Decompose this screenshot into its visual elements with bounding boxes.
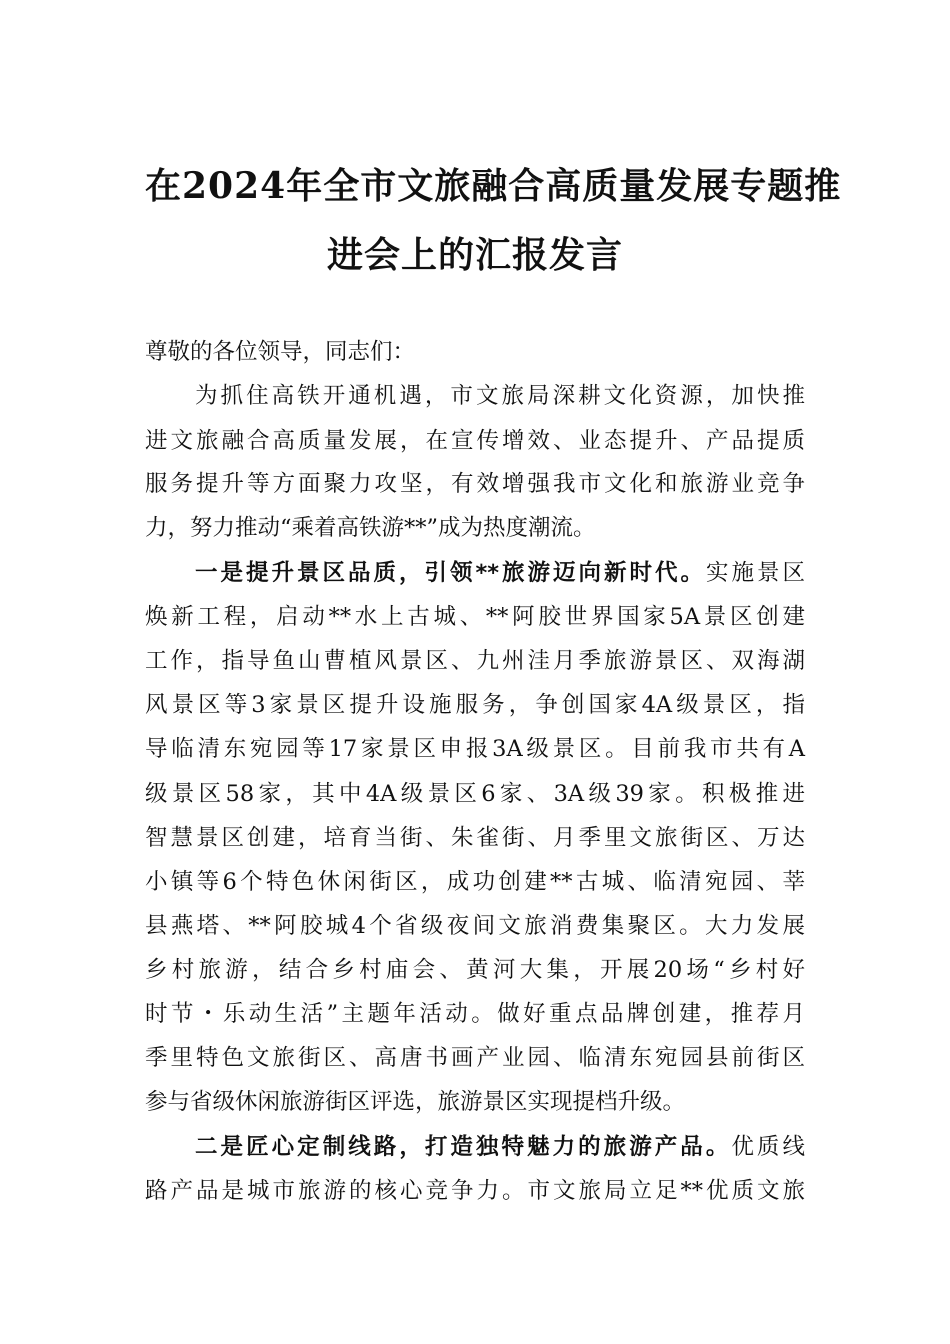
section-2-line: 路产品是城市旅游的核心竞争力。市文旅局立足**优质文旅 [145, 1178, 805, 1204]
section-1-line: 焕新工程，启动**水上古城、**阿胶世界国家5A景区创建 [145, 604, 805, 630]
section-1-line: 季里特色文旅街区、高唐书画产业园、临清东宛园县前街区 [145, 1045, 805, 1071]
section-1-line: 工作，指导鱼山曹植风景区、九州洼月季旅游景区、双海湖 [145, 648, 805, 674]
section-2-heading: 二是匠心定制线路，打造独特魅力的旅游产品。 [195, 1134, 732, 1160]
intro-line: 力，努力推动“乘着高铁游**”成为热度潮流。 [145, 515, 596, 541]
section-1-line: 风景区等3家景区提升设施服务，争创国家4A级景区，指 [145, 692, 805, 718]
section-2-first-line [195, 1132, 805, 1162]
document-title-line-1: 在2024年全市文旅融合高质量发展专题推 [145, 165, 842, 207]
intro-line: 进文旅融合高质量发展，在宣传增效、业态提升、产品提质 [145, 428, 805, 454]
section-1-line: 级景区58家，其中4A级景区6家、3A级39家。积极推进 [145, 781, 805, 807]
document-title-line-2: 进会上的汇报发言 [326, 234, 623, 276]
salutation: 尊敬的各位领导，同志们： [145, 339, 416, 365]
section-1-line: 县燕塔、**阿胶城4个省级夜间文旅消费集聚区。大力发展 [145, 913, 805, 939]
section-1-line: 导临清东宛园等17家景区申报3A级景区。目前我市共有A [145, 736, 805, 762]
section-1-line: 小镇等6个特色休闲街区，成功创建**古城、临清宛园、莘 [145, 869, 805, 895]
section-1-line: 时节・乐动生活”主题年活动。做好重点品牌创建，推荐月 [145, 1001, 805, 1027]
section-2-first-tail: 优质线 [731, 1134, 805, 1160]
section-1-first-line [195, 558, 805, 588]
section-1-line: 乡村旅游，结合乡村庙会、黄河大集，开展20场“乡村好 [145, 957, 805, 983]
section-1-heading: 一是提升景区品质，引领**旅游迈向新时代。 [195, 560, 706, 586]
intro-line: 为抓住高铁开通机遇，市文旅局深耕文化资源，加快推 [195, 383, 805, 409]
section-1-first-tail: 实施景区 [705, 560, 805, 586]
section-1-line: 参与省级休闲旅游街区评选，旅游景区实现提档升级。 [145, 1089, 686, 1115]
intro-line: 服务提升等方面聚力攻坚，有效增强我市文化和旅游业竞争 [145, 471, 805, 497]
section-1-line: 智慧景区创建，培育当街、朱雀街、月季里文旅街区、万达 [145, 825, 805, 851]
